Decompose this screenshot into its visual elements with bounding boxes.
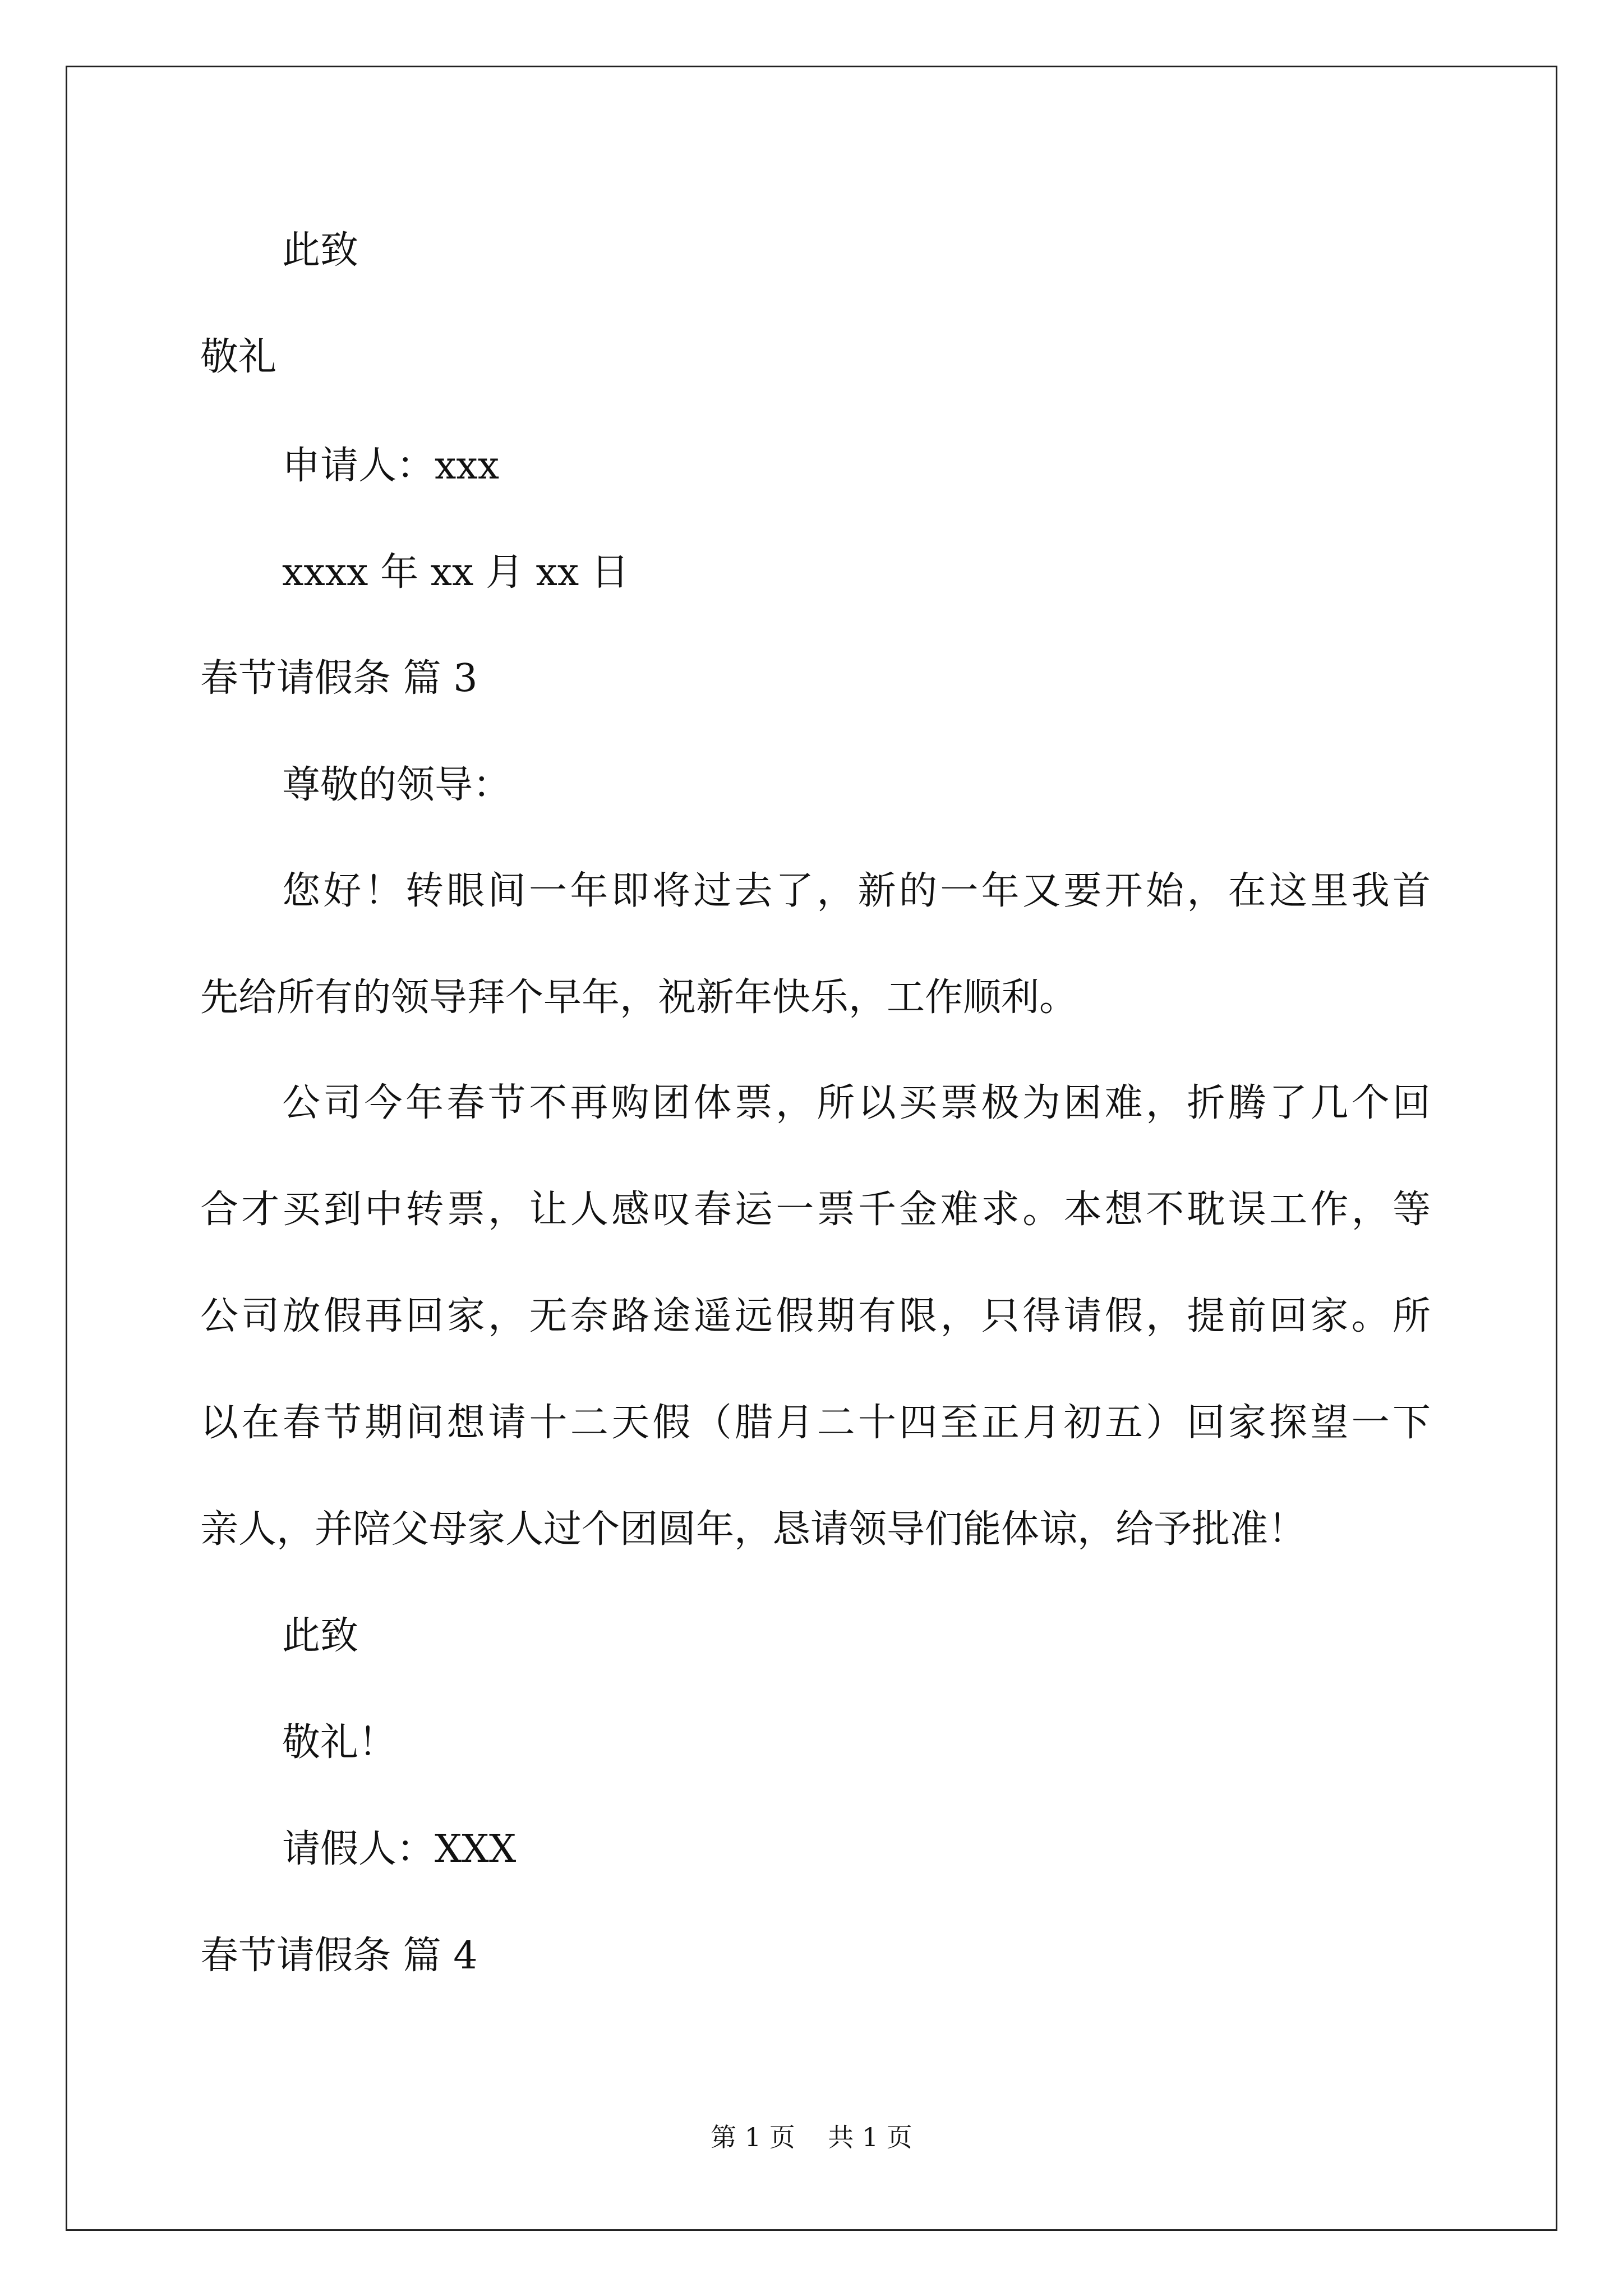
paragraph-1-line-1: 您好！转眼间一年即将过去了，新的一年又要开始，在这里我首 [282,869,1431,913]
leave-requester-line: 请假人：XXX [282,1827,517,1871]
applicant-line: 申请人：xxx [282,444,500,488]
closing-salutation-1: 此致 [282,228,359,273]
section-heading-3: 春节请假条 篇 3 [200,656,478,701]
paragraph-2-line-4: 以在春节期间想请十二天假（腊月二十四至正月初五）回家探望一下 [200,1401,1431,1445]
paragraph-1-line-2: 先给所有的领导拜个早年，祝新年快乐，工作顺利。 [200,976,1078,1020]
date-line: xxxx 年 xx 月 xx 日 [282,550,629,595]
closing-salutation-2: 此致 [282,1614,359,1658]
paragraph-2-line-2: 合才买到中转票，让人感叹春运一票千金难求。本想不耽误工作，等 [200,1188,1431,1232]
page-frame [66,66,1557,2231]
paragraph-2-line-5: 亲人，并陪父母家人过个团圆年，恳请领导们能体谅，给予批准！ [200,1507,1307,1552]
paragraph-2-line-3: 公司放假再回家，无奈路途遥远假期有限，只得请假，提前回家。所 [200,1294,1431,1338]
closing-respect-1: 敬礼 [200,335,277,379]
greeting-line: 尊敬的领导： [282,763,511,807]
page-footer: 第 1 页 共 1 页 [711,2122,912,2152]
paragraph-2-line-1: 公司今年春节不再购团体票，所以买票极为困难，折腾了几个回 [282,1081,1431,1125]
closing-respect-2: 敬礼！ [282,1720,397,1765]
section-heading-4: 春节请假条 篇 4 [200,1934,478,1978]
